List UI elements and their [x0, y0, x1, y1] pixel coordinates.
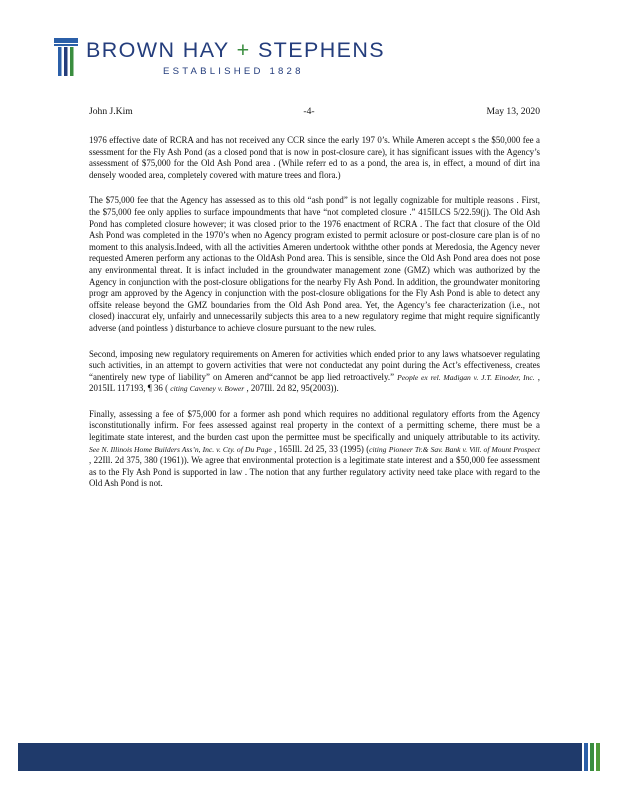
firm-name [86, 38, 385, 63]
footer-stripe [596, 743, 600, 771]
firm-name-part1: BROWN HAY [86, 38, 230, 62]
paragraph [89, 409, 540, 490]
letter-body [89, 135, 540, 504]
paragraph-text: Finally, assessing a fee of $75,000 for a former ash pond which requires no additional regulatory efforts from the Agency isconstitutionally infirm. For fees assessed against real property in the context of a permitting scheme, there must be a legitimate state interest, and the burden cast upon the permittee must be specifically and uniquely attributable to its activity. [89, 408, 540, 443]
firm-name-part2: STEPHENS [257, 38, 386, 62]
citation-text: , 22Ill. 2d 375, 380 (1961)). We agree that [89, 455, 241, 466]
case-citation: People ex rel. Madigan v. J.T. Einoder, Inc. [397, 372, 535, 382]
footer-navy-band [18, 743, 582, 771]
letter-date: May 13, 2020 [486, 106, 540, 117]
case-citation: See N. Illinois Home Builders Ass’n, Inc. v. Cty. of Du Page [89, 444, 272, 454]
paragraph [89, 349, 540, 395]
footer-stripe [584, 743, 588, 771]
case-citation: Caveney v. Bower [189, 384, 245, 394]
citation-text: , 207Ill. 2d 82, 95(2003)). [244, 383, 339, 394]
firm-name-plus: + [236, 38, 251, 62]
established-tagline: ESTABLISHED 1828 [163, 66, 304, 77]
column-logo-icon [52, 36, 80, 76]
page-number: -4- [303, 106, 315, 117]
case-citation: Pioneer Tr.& Sav. Bank v. Vill. of Mount Prospect [388, 444, 540, 454]
paragraph-text: environmental protection is a legitimate state interest and a $50,000 fee assessment as to the Fly Ash Pond is supported in law . The notion that any further regulatory activity need take place with regard to the Old Ash Pond is not. [89, 455, 540, 489]
citation-signal: citing [369, 444, 387, 454]
citation-signal: citing [170, 384, 188, 394]
citation-text: , 165Ill. 2d 25, 33 (1995) ( [271, 443, 370, 454]
footer-stripe [590, 743, 594, 771]
paragraph: The $75,000 fee that the Agency has assessed as to this old “ash pond” is not legally cognizable for multiple reasons . First, the $75,000 fee only applies to surface impoundments that have “not completed closure .” 415ILCS 5/22.59(j). The Old Ash Pond has completed closure however; it was closed prior to the 1976 enactment of RCRA . The fact that closure of the Old Ash Pond was completed in the 1970’s when no Agency program existed to permit aclosure or post-closure care plan is of no moment to this analysis.Indeed, with all the activities Ameren undertook withthe other ponds at Meredosia, the Agency never requested Ameren perform any actionas to the OldAsh Pond area. This is sensible, since the Old Ash Pond area does not pose any environmental threat. It is infact included in the groundwater management zone (GMZ) which was authorized by the Agency in conjunction with the post-closure obligations for the nearby Fly Ash Pond. In addition, the groundwater monitoring progr am approved by the Agency in conjunction with the post-closure obligations for the Fly Ash Pond is able to detect any offsite release beyond the GMZ boundaries from the Old Ash Pond area. Yet, the Agency’s fee characterization (i.e., not closed) inaccurat ely, unfairly and unnecessarily subjects this area to a new regulatory regime that might require significantly adverse (and pointless ) disturbance to achieve closure pursuant to the new rules. [89, 195, 540, 333]
paragraph: 1976 effective date of RCRA and has not received any CCR since the early 197 0’s. While Ameren accept s the $50,000 fee a ssessment for the Fly Ash Pond (as a closed pond that is now in post-closure care), it has significant issues with the Agency’s assessment of $75,000 for the Old Ash Pond area . (While referr ed to as a pond, the area is, in effect, a mound of dirt ina densely wooded area, completely covered with mature trees and flora.) [89, 135, 540, 180]
firm-logo [52, 36, 392, 82]
citation-text: , 2015IL 117193, ¶ 36 ( [89, 371, 541, 394]
paragraph-text: Second, imposing new regulatory requirements on Ameren for activities which ended prior to any laws whatsoever regulating such activities, in an attempt to govern activities that were not conductedat any point during the Act’s effectiveness, creates “anentirely new type of liability” on Ameren and“cannot be app lied retroactively.” [89, 348, 540, 382]
footer-bar [18, 743, 602, 771]
recipient-name: John J.Kim [89, 106, 133, 117]
